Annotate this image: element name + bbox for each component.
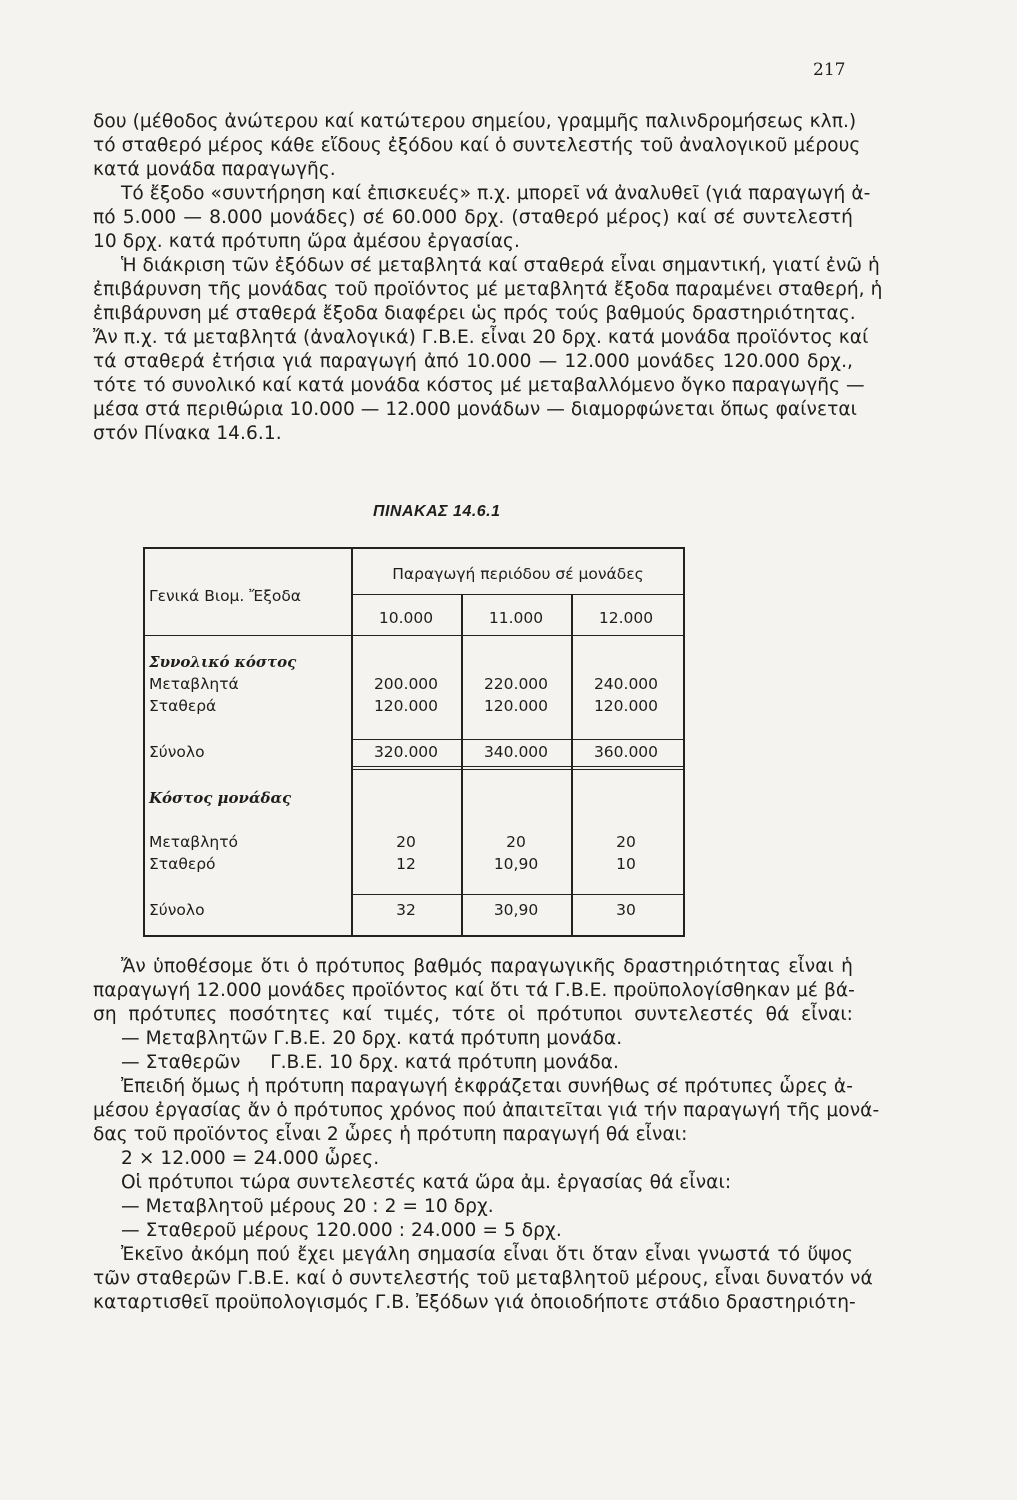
text-line: Ἡ διάκριση τῶν ἐξόδων σέ μεταβλητά καί σταθερά εἶναι σημαντική, γιατί ἐνῶ ἡ — [121, 255, 880, 276]
table-cell: 30 — [616, 901, 636, 919]
table-cell: 320.000 — [373, 743, 439, 761]
list-item: — Σταθεροῦ μέρους 120.000 : 24.000 = 5 δρχ. — [121, 1220, 562, 1241]
text-line: παραγωγή 12.000 μονάδες προϊόντος καί ὅτι τά Γ.Β.Ε. προϋπολογίσθηκαν μέ βά- — [93, 980, 855, 1001]
formula: 2 × 12.000 = 24.000 ὧρες. — [121, 1148, 380, 1169]
table-cell: 10 — [616, 855, 636, 873]
text-line: ση πρότυπες ποσότητες καί τιμές, τότε οἱ πρότυποι συντελεστές θά εἶναι: — [93, 1004, 853, 1025]
table-title: ΠΙΝΑΚΑΣ 14.6.1 — [373, 503, 501, 520]
table-cell: 32 — [396, 901, 416, 919]
text-line: καταρτισθεῖ προϋπολογισμός Γ.Β. Ἐξόδων γιά ὁποιοδήποτε στάδιο δραστηριότη- — [93, 1292, 856, 1313]
column-header: 12.000 — [598, 609, 654, 627]
text-line: Ἄν ὑποθέσομε ὅτι ὁ πρότυπος βαθμός παραγωγικῆς δραστηριότητας εἶναι ἡ — [121, 956, 853, 977]
text-line: τά σταθερά ἐτήσια γιά παραγωγή ἀπό 10.000 — 12.000 μονάδες 120.000 δρχ., — [93, 351, 853, 372]
text-line: πό 5.000 — 8.000 μονάδες) σέ 60.000 δρχ. (σταθερό μέρος) καί σέ συντελεστή — [93, 207, 853, 228]
paragraph-conclusion — [93, 955, 880, 1315]
table-cell: 20 — [396, 833, 416, 851]
row-header: Γενικά Βιομ. Ἔξοδα — [149, 587, 302, 605]
list-item: — Μεταβλητῶν Γ.Β.Ε. 20 δρχ. κατά πρότυπη μονάδα. — [121, 1028, 623, 1049]
row-label: Μεταβλητά — [149, 675, 239, 693]
table-cell: 20 — [506, 833, 526, 851]
text-line: μέσα στά περιθώρια 10.000 — 12.000 μονάδων — διαμορφώνεται ὅπως φαίνεται — [93, 399, 857, 420]
table-cell: 10,90 — [493, 855, 539, 873]
table-cell: 220.000 — [483, 675, 549, 693]
row-label: Σύνολο — [149, 743, 205, 761]
table-cell: 120.000 — [593, 697, 659, 715]
section-title: Κόστος μονάδας — [149, 789, 292, 807]
text-line: στόν Πίνακα 14.6.1. — [93, 423, 282, 444]
text-line: 10 δρχ. κατά πρότυπη ὥρα ἀμέσου ἐργασίας. — [93, 231, 520, 252]
text-line: κατά μονάδα παραγωγῆς. — [93, 159, 336, 180]
text-line: δας τοῦ προϊόντος εἶναι 2 ὧρες ἡ πρότυπη παραγωγή θά εἶναι: — [93, 1124, 688, 1145]
paragraph-intro — [93, 110, 883, 446]
text-line: δου (μέθοδος ἀνώτερου καί κατώτερου σημείου, γραμμῆς παλινδρομήσεως κλπ.) — [93, 111, 857, 132]
text-line: τῶν σταθερῶν Γ.Β.Ε. καί ὁ συντελεστής τοῦ μεταβλητοῦ μέρους, εἶναι δυνατόν νά — [93, 1268, 873, 1289]
text-line: μέσου ἐργασίας ἄν ὁ πρότυπος χρόνος πού ἀπαιτεῖται γιά τήν παραγωγή τῆς μονά- — [93, 1100, 880, 1121]
text-line: Ἐπειδή ὅμως ἡ πρότυπη παραγωγή ἐκφράζεται συνήθως σέ πρότυπες ὧρες ἀ- — [121, 1076, 853, 1097]
page-number: 217 — [813, 60, 846, 80]
cost-table — [143, 547, 685, 937]
list-item: — Μεταβλητοῦ μέρους 20 : 2 = 10 δρχ. — [121, 1196, 494, 1217]
table-cell: 120.000 — [483, 697, 549, 715]
column-header: 11.000 — [488, 609, 544, 627]
text-line: τό σταθερό μέρος κάθε εἴδους ἐξόδου καί ὁ συντελεστής τοῦ ἀναλογικοῦ μέρους — [93, 135, 861, 156]
table-cell: 12 — [396, 855, 416, 873]
table-cell: 120.000 — [373, 697, 439, 715]
row-label: Σταθερά — [149, 697, 217, 715]
table-cell: 30,90 — [493, 901, 539, 919]
list-item: — Σταθερῶν Γ.Β.Ε. 10 δρχ. κατά πρότυπη μονάδα. — [121, 1052, 619, 1073]
text-line: Οἱ πρότυποι τώρα συντελεστές κατά ὥρα ἀμ. ἐργασίας θά εἶναι: — [121, 1172, 732, 1193]
row-label: Σταθερό — [149, 855, 216, 873]
table-cell: 200.000 — [373, 675, 439, 693]
table-cell: 340.000 — [483, 743, 549, 761]
table-cell: 240.000 — [593, 675, 659, 693]
row-label: Σύνολο — [149, 901, 205, 919]
text-line: Τό ἔξοδο «συντήρηση καί ἐπισκευές» π.χ. μπορεῖ νά ἀναλυθεῖ (γιά παραγωγή ἀ- — [121, 183, 871, 204]
table-cell: 20 — [616, 833, 636, 851]
text-line: ἐπιβάρυνση τῆς μονάδας τοῦ προϊόντος μέ μεταβλητά ἔξοδα παραμένει σταθερή, ἡ — [93, 279, 883, 300]
section-title: Συνολικό κόστος — [149, 653, 297, 671]
table-cell: 360.000 — [593, 743, 659, 761]
text-line: Ἄν π.χ. τά μεταβλητά (ἀναλογικά) Γ.Β.Ε. εἶναι 20 δρχ. κατά μονάδα προϊόντος καί — [93, 327, 869, 348]
text-line: Ἐκεῖνο ἀκόμη πού ἔχει μεγάλη σημασία εἶναι ὅτι ὅταν εἶναι γνωστά τό ὕψος — [121, 1244, 853, 1265]
column-header: 10.000 — [378, 609, 434, 627]
column-group-header: Παραγωγή περιόδου σέ μονάδες — [392, 565, 644, 583]
text-line: ἐπιβάρυνση μέ σταθερά ἔξοδα διαφέρει ὡς πρός τούς βαθμούς δραστηριότητας. — [93, 303, 856, 324]
row-label: Μεταβλητό — [149, 833, 239, 851]
text-line: τότε τό συνολικό καί κατά μονάδα κόστος μέ μεταβαλλόμενο ὄγκο παραγωγῆς — — [93, 375, 865, 396]
